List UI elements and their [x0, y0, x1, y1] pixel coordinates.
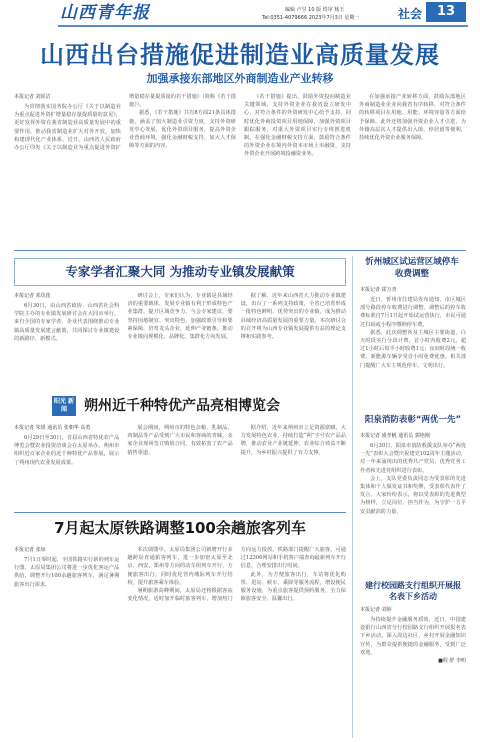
- lead-body: [14, 93, 466, 243]
- lead-byline: 本报记者 刘原洁: [14, 94, 51, 100]
- contact-date: Tel:0351-4079666 2023年7月3日 星期一: [262, 15, 360, 21]
- masthead-rule: [58, 25, 468, 27]
- xinzhou-byline: 本报记者 霍万青: [360, 287, 397, 293]
- edition-info: 编辑 卢昱 10 版 终审 杨玉: [285, 7, 345, 13]
- expert-paragraph: 6月30日，由山西省政协、山西省社会科学院主办的专业镇发展研讨会在大同市举行。来自全国的专家学者、企业代表围绕推动专业镇高质量发展建言献策，共同探讨专业镇建设的新路径、新模式。: [14, 303, 120, 342]
- lead-headline: 山西出台措施促进制造业高质量发展: [40, 41, 440, 69]
- school-body: [360, 606, 466, 734]
- railway-byline: 本报记者 张琼: [14, 547, 46, 553]
- section-name: 社会: [398, 7, 423, 21]
- school-headline: 建行校园路支行组织开展报名表下乡活动: [365, 581, 461, 601]
- xinzhou-paragraph: 据悉，此次调整涉及主城区主要街道，白天时段实行分段计费，首小时内收费2元，超过1小时后每半小时收费1元；夜间时段统一收费。新能源车辆享受首小时免费优惠。相关部门提醒广大车主规范停车，文明出行。: [360, 329, 466, 369]
- lead-paragraph: 《若干措施》提出，鼓励外资投向制造业关键领域，支持外资企业在我省设立研发中心，对符合条件的外资研发中心给予支持。同时优化外商投资项目用地保障，加强外资项目跟踪服务，对重大外资项目实行专班推进机制。在强化金融财税支持方面，鼓励符合条件的外资企业在境内外资本市场上市融资，支持外资企业开展跨境投融资业务。: [244, 94, 351, 158]
- lead-subheadline: 加强承接东部地区外商制造业产业转移: [146, 72, 334, 85]
- fire-paragraph: 6月30日，阳泉市消防救援支队举办“两优一先”表彰大会暨庆祝建党102周年主题活动，对一年来涌现出的优秀共产党员、优秀党务工作者和先进党组织进行表彰。: [360, 443, 466, 474]
- fire-body: [360, 432, 466, 572]
- masthead: [0, 0, 480, 40]
- expert-paragraph: 研讨会上，专家们认为，专业镇是县域经济的重要载体，发展专业镇有利于形成特色产业集群，提升区域竞争力。与会专家建议，要坚持因地制宜、突出特色，加强政策引导和要素保障，培育龙头企业，延伸产业链条，推动专业镇向规模化、品牌化、集群化方向发展。: [127, 293, 233, 341]
- school-signoff: ■程 舒 李明: [438, 658, 466, 665]
- expert-byline: 本报记者 邓玖莲: [14, 293, 51, 299]
- shuozhou-byline: 本报记者 朱璟 通讯员 张朝华 高勇: [14, 425, 91, 431]
- masthead-logo: 山西青年报: [60, 3, 150, 23]
- shuozhou-body: [14, 424, 346, 512]
- school-byline: 本报记者 刘婷: [360, 607, 392, 613]
- lead-paragraph: 为贯彻落实国务院办公厅《关于以制造业为重点促进外资扩增量稳存量提质量的意见》，更好发挥外资在我省制造业高质量发展中的重要作用，推动我省制造业扩大对外开放，加快构建现代化产业体系，近日，山西省人民政府办公厅印发《关于以制造业为重点促进外资扩增量稳存量提质量的若干措施》（简称《若干措施》）。: [14, 94, 236, 152]
- fire-byline: 本报记者 虞孝帆 通讯员 郭艳刚: [360, 433, 430, 439]
- shuozhou-paragraph: 展会期间，朔州市的特色杂粮、乳制品、肉制品等产品受到广大市民和客商的青睐，多家企业现场签订购销合同，有效拓宽了农产品销售渠道。: [127, 425, 233, 456]
- xinzhou-headline: 忻州城区试运营区域停车收费调整: [365, 257, 459, 279]
- xinzhou-paragraph: 近日，忻州市住建局发布通知，市区城区部分路段停车收费进行调整。调整后的停车收费标准自7月1日起开始试运营执行，市民可通过扫码或小程序缴纳停车费。: [360, 297, 466, 328]
- expert-headline-box: [14, 258, 346, 286]
- section-divider: [14, 250, 466, 251]
- xinzhou-body: [360, 286, 466, 410]
- expert-headline: 专家学者汇聚大同 为推动专业镇发展献策: [65, 264, 295, 279]
- lead-paragraph: 在加强承接产业转移方面，鼓励东部地区外商制造业企业向我省有序转移，对符合条件的转移项目在用地、用能、环境容量等方面给予保障。此外还将加强外资企业人才引进，为外籍高层次人才提供出入境、停居留等便利，持续优化外资企业服务保障。: [359, 94, 466, 142]
- railway-paragraph: 此外，为方便旅客出行，车站将优化购票、进站、候车、乘降等服务流程，增设便民服务设施，为重点旅客提供预约服务，全力保障旅客安全、温馨出行。: [240, 571, 346, 603]
- sunshine-news-tag: [52, 396, 76, 416]
- railway-body: [14, 546, 346, 736]
- section-divider: [14, 512, 346, 513]
- expert-body: [14, 292, 346, 374]
- school-paragraph: 为持续提升金融服务质效，近日，中国建设银行山西省分行校园路支行组织开展报名表下乡活动，深入周边社区、乡村开展金融知识宣传，为群众提供便捷的金融服务，受到广泛欢迎。: [360, 617, 466, 656]
- fire-headline: 阳泉消防表彰“两优一先”: [364, 415, 462, 425]
- expert-paragraph: 据了解，近年来山西省大力推动专业镇建设，出台了一系列支持政策，全省已培育形成一批特色鲜明、优势突出的专业镇，成为推动县域经济高质量发展的重要力量。本次研讨会的召开将为山西专业镇发展提供有益的理论支撑和实践参考。: [240, 293, 346, 341]
- shuozhou-headline: 朔州近千种特优产品亮相博览会: [84, 398, 280, 414]
- page-number: 13: [426, 2, 466, 22]
- railway-paragraph: 暑期旅游高峰期间，太原局还将根据客流变化情况，适时加开临时旅客列车，增加热门方向运力投放。铁路部门提醒广大旅客，可通过12306网站和手机客户端查询最新列车开行信息，合理安排出行时间。: [127, 547, 346, 603]
- sunshine-news-tag-text: 阳光 新闻: [53, 398, 75, 413]
- shuozhou-paragraph: 6月29日至30日，首届山西省特优农产品博览会暨农业投资洽谈会在太原举办。朔州市组织近百家企业的近千种特优产品参展，展示了朔州现代农业发展成果。: [14, 435, 120, 466]
- railway-paragraph: 7月1日零时起，全国铁路实行新的列车运行图。太原局集团公司将进一步优化客运产品供给，调整开行100余趟旅客列车，满足暑期旅客出行需求。: [14, 557, 120, 588]
- fire-paragraph: 会上，支队党委负责同志为受表彰的先进集体和个人颁发证书和奖牌，受表彰代表作了发言。大家纷纷表示，将以受表彰的先进典型为榜样，立足岗位、担当作为，为守护一方平安贡献消防力量。: [360, 475, 466, 515]
- lead-paragraph: 据悉，《若干措施》共有8方面21条具体措施，涵盖了加大制造业引资力度，支持外资研发中心发展，优化外资项目服务，提高外资企业营商环境，强化金融财税支持，加大人才保障等方面的内容。: [129, 110, 236, 150]
- column-divider: [352, 256, 353, 738]
- shuozhou-paragraph: 据介绍，近年来朔州市立足资源禀赋，大力发展特色农业，持续打造“朔”字号农产品品牌，推动农业产业链延伸，农业综合效益不断提升，为乡村振兴提供了有力支撑。: [240, 425, 346, 456]
- railway-headline: 7月起太原铁路调整100余趟旅客列车: [54, 519, 306, 537]
- railway-paragraph: 本次调图中，太原局集团公司新增开行多趟跨局直通旅客列车，进一步加密太原至北京、西安、郑州等方向的动车组列车开行，方便旅客出行。同时优化管内城际列车开行结构，提升旅客乘车体验。: [127, 547, 233, 586]
